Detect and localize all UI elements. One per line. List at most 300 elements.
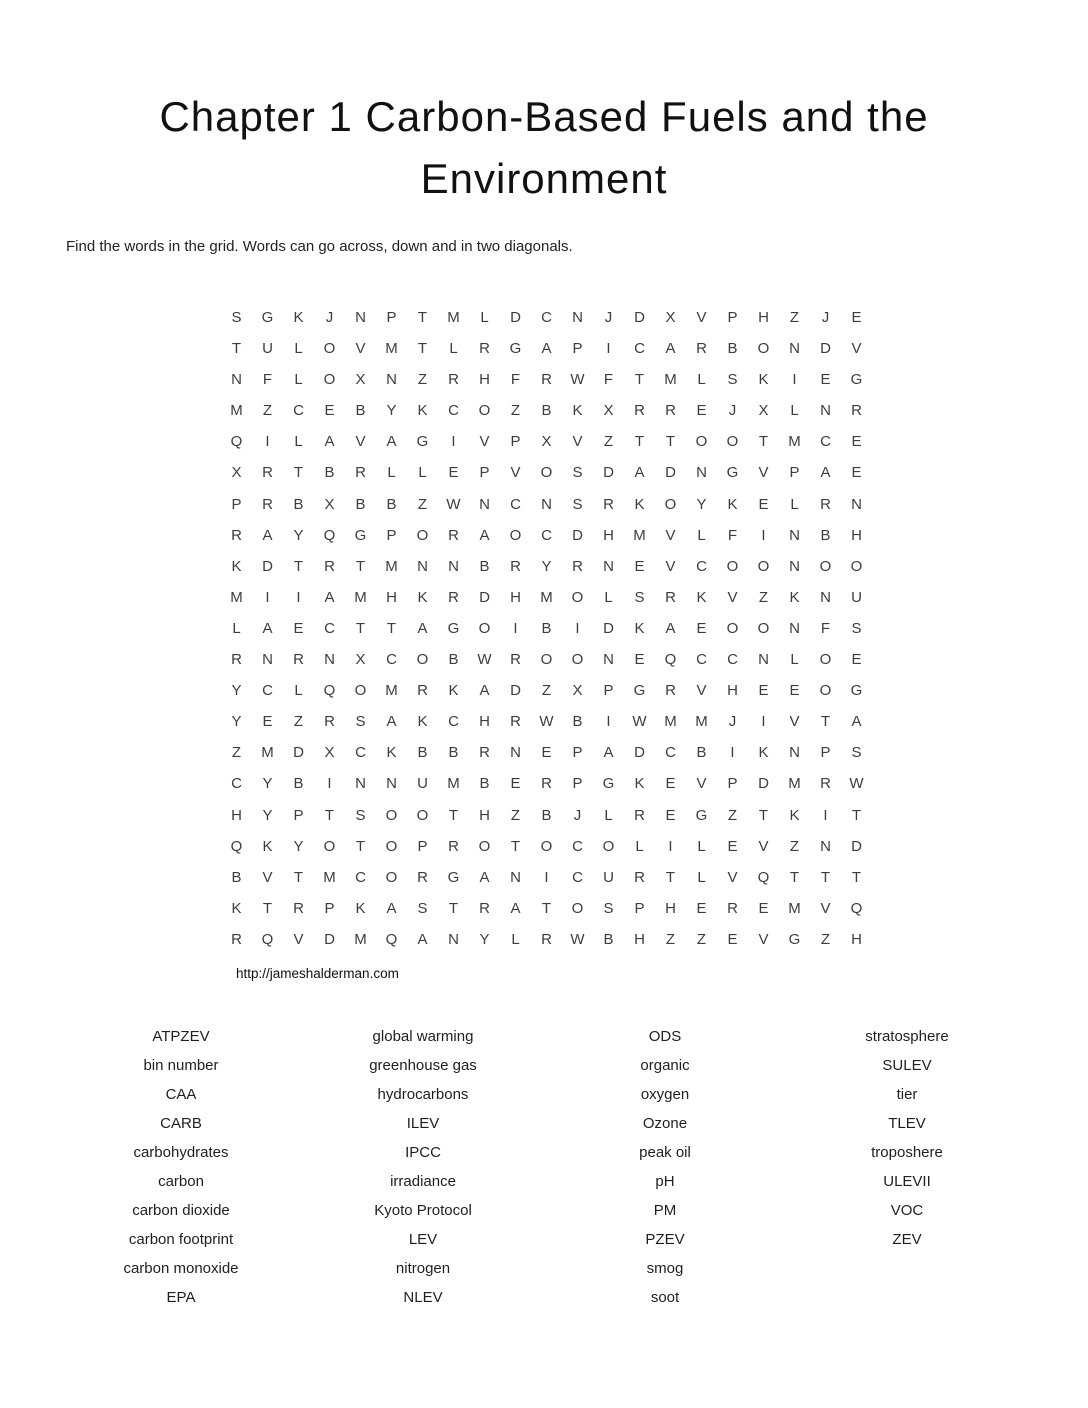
grid-letter: R <box>510 651 521 669</box>
grid-letter: A <box>851 713 862 731</box>
grid-letter: C <box>262 682 273 700</box>
grid-letter: T <box>293 557 304 575</box>
word-item: irradiance <box>390 1173 456 1190</box>
grid-letter: D <box>572 526 583 544</box>
grid-letter: S <box>603 899 614 917</box>
grid-letter: I <box>730 744 735 762</box>
grid-letter: R <box>231 930 242 948</box>
grid-letter: R <box>262 464 273 482</box>
grid-letter: U <box>262 340 273 358</box>
grid-letter: E <box>696 402 707 420</box>
grid-letter: P <box>510 433 521 451</box>
grid-letter: Z <box>262 402 273 420</box>
grid-row <box>221 457 872 488</box>
grid-letter: O <box>385 806 398 824</box>
grid-letter: M <box>447 309 460 326</box>
grid-row <box>221 862 872 893</box>
grid-letter: Z <box>789 837 800 855</box>
grid-letter: T <box>448 806 459 824</box>
grid-row <box>221 644 872 675</box>
grid-letter: W <box>849 775 864 793</box>
grid-row <box>221 520 872 551</box>
grid-letter: N <box>386 775 397 793</box>
grid-letter: Q <box>261 930 274 948</box>
grid-letter: L <box>790 651 799 669</box>
grid-letter: H <box>479 713 490 731</box>
grid-letter: M <box>385 340 398 358</box>
grid-letter: M <box>664 713 677 731</box>
grid-letter: N <box>324 651 335 669</box>
grid-letter: X <box>603 402 614 420</box>
grid-letter: D <box>634 744 645 762</box>
grid-row <box>221 489 872 520</box>
grid-letter: O <box>571 651 584 669</box>
page-title <box>0 86 1088 210</box>
grid-letter: O <box>323 371 336 389</box>
grid-letter: A <box>510 899 521 917</box>
word-item: VOC <box>890 1202 924 1219</box>
grid-letter: P <box>789 464 800 482</box>
grid-letter: E <box>851 433 862 451</box>
grid-letter: T <box>355 557 366 575</box>
word-item: ATPZEV <box>152 1028 210 1045</box>
grid-letter: V <box>727 868 738 886</box>
grid-letter: Y <box>262 806 273 824</box>
grid-letter: O <box>757 557 770 575</box>
grid-letter: S <box>355 713 366 731</box>
grid-letter: Z <box>727 806 738 824</box>
grid-letter: D <box>851 837 862 855</box>
grid-letter: P <box>231 495 242 513</box>
grid-letter: T <box>386 619 397 637</box>
grid-letter: C <box>572 868 583 886</box>
grid-letter: S <box>851 619 862 637</box>
grid-letter: Y <box>696 495 707 513</box>
word-item: CARB <box>160 1115 202 1132</box>
grid-row <box>221 768 872 799</box>
grid-letter: R <box>324 557 335 575</box>
grid-letter: R <box>572 557 583 575</box>
grid-letter: E <box>727 930 738 948</box>
grid-letter: B <box>479 557 490 575</box>
grid-letter: Q <box>323 526 336 544</box>
grid-letter: I <box>513 619 518 637</box>
grid-letter: E <box>696 899 707 917</box>
grid-letter: I <box>606 340 611 358</box>
grid-letter: E <box>448 464 459 482</box>
word-item: oxygen <box>640 1086 690 1103</box>
grid-letter: V <box>293 930 304 948</box>
grid-letter: N <box>231 371 242 389</box>
grid-letter: B <box>727 340 738 358</box>
grid-letter: M <box>633 526 646 544</box>
grid-letter: R <box>448 526 459 544</box>
grid-letter: P <box>386 309 397 326</box>
grid-row <box>221 737 872 768</box>
grid-letter: K <box>789 588 800 606</box>
grid-letter: G <box>850 371 863 389</box>
grid-letter: Q <box>230 837 243 855</box>
grid-letter: Z <box>820 930 831 948</box>
grid-letter: W <box>632 713 647 731</box>
grid-letter: L <box>604 806 613 824</box>
grid-letter: P <box>820 744 831 762</box>
grid-letter: Z <box>417 371 428 389</box>
grid-letter: V <box>572 433 583 451</box>
grid-letter: C <box>727 651 738 669</box>
word-item: ILEV <box>406 1115 440 1132</box>
grid-letter: P <box>386 526 397 544</box>
grid-letter: Z <box>510 806 521 824</box>
grid-letter: T <box>851 806 862 824</box>
grid-letter: M <box>354 930 367 948</box>
grid-letter: A <box>541 340 552 358</box>
grid-letter: T <box>324 806 335 824</box>
grid-letter: R <box>541 930 552 948</box>
grid-letter: T <box>510 837 521 855</box>
word-item: ZEV <box>892 1231 922 1248</box>
grid-letter: O <box>540 651 553 669</box>
grid-letter: I <box>265 588 270 606</box>
grid-letter: D <box>479 588 490 606</box>
grid-letter: I <box>792 371 797 389</box>
word-item: global warming <box>372 1028 474 1045</box>
grid-letter: Y <box>386 402 397 420</box>
grid-letter: L <box>697 837 706 855</box>
grid-letter: V <box>696 775 707 793</box>
grid-letter: G <box>447 868 460 886</box>
grid-letter: G <box>726 464 739 482</box>
grid-letter: S <box>572 495 583 513</box>
grid-letter: O <box>571 588 584 606</box>
grid-letter: I <box>761 526 766 544</box>
grid-letter: Y <box>293 837 304 855</box>
grid-letter: O <box>726 557 739 575</box>
grid-letter: K <box>231 557 242 575</box>
grid-letter: D <box>603 464 614 482</box>
grid-row <box>221 364 872 395</box>
grid-letter: E <box>789 682 800 700</box>
grid-row <box>221 613 872 644</box>
grid-letter: T <box>851 868 862 886</box>
grid-row <box>221 706 872 737</box>
grid-letter: K <box>386 744 397 762</box>
grid-letter: O <box>571 899 584 917</box>
grid-letter: M <box>230 588 243 606</box>
grid-letter: R <box>417 868 428 886</box>
grid-letter: Z <box>665 930 676 948</box>
grid-letter: O <box>695 433 708 451</box>
word-item: bin number <box>143 1057 219 1074</box>
grid-letter: A <box>603 744 614 762</box>
grid-letter: J <box>821 309 830 326</box>
grid-letter: M <box>664 371 677 389</box>
grid-letter: Z <box>789 309 800 326</box>
grid-letter: Z <box>231 744 242 762</box>
grid-letter: Z <box>293 713 304 731</box>
grid-letter: O <box>323 340 336 358</box>
word-item: ODS <box>648 1028 682 1045</box>
grid-letter: V <box>758 930 769 948</box>
page-title-line-1: Chapter 1 Carbon-Based Fuels and the <box>159 93 929 140</box>
grid-letter: O <box>726 619 739 637</box>
grid-letter: M <box>230 402 243 420</box>
grid-letter: L <box>635 837 644 855</box>
grid-letter: Y <box>231 713 242 731</box>
grid-letter: Z <box>510 402 521 420</box>
grid-letter: O <box>354 682 367 700</box>
grid-letter: R <box>634 806 645 824</box>
grid-letter: L <box>387 464 396 482</box>
grid-letter: D <box>634 309 645 326</box>
grid-letter: L <box>449 340 458 358</box>
word-item: troposhere <box>871 1144 943 1161</box>
grid-letter: C <box>448 402 459 420</box>
grid-letter: S <box>727 371 738 389</box>
grid-letter: R <box>510 713 521 731</box>
grid-letter: C <box>696 651 707 669</box>
grid-letter: Y <box>262 775 273 793</box>
grid-letter: D <box>262 557 273 575</box>
grid-letter: A <box>262 526 273 544</box>
grid-letter: O <box>726 433 739 451</box>
grid-letter: L <box>294 340 303 358</box>
grid-letter: T <box>262 899 273 917</box>
grid-letter: B <box>448 651 459 669</box>
grid-letter: V <box>665 526 676 544</box>
grid-letter: B <box>355 402 366 420</box>
grid-letter: L <box>604 588 613 606</box>
grid-letter: E <box>665 806 676 824</box>
grid-letter: H <box>479 371 490 389</box>
grid-letter: H <box>727 682 738 700</box>
grid-letter: P <box>572 775 583 793</box>
grid-letter: V <box>355 433 366 451</box>
grid-letter: T <box>758 806 769 824</box>
grid-letter: R <box>417 682 428 700</box>
grid-letter: U <box>603 868 614 886</box>
grid-letter: V <box>820 899 831 917</box>
grid-letter: N <box>789 744 800 762</box>
grid-letter: N <box>355 309 366 326</box>
word-item: stratosphere <box>865 1028 949 1045</box>
grid-letter: K <box>634 619 645 637</box>
grid-letter: A <box>665 340 676 358</box>
word-list-column <box>60 1022 302 1312</box>
grid-letter: I <box>575 619 580 637</box>
grid-letter: T <box>417 340 428 358</box>
grid-letter: R <box>231 526 242 544</box>
grid-letter: R <box>448 837 459 855</box>
grid-letter: A <box>417 619 428 637</box>
word-item: LEV <box>408 1231 438 1248</box>
grid-letter: S <box>417 899 428 917</box>
grid-letter: E <box>758 899 769 917</box>
grid-letter: C <box>634 340 645 358</box>
grid-letter: C <box>355 868 366 886</box>
grid-letter: N <box>448 930 459 948</box>
grid-letter: H <box>851 526 862 544</box>
grid-letter: C <box>541 526 552 544</box>
grid-letter: S <box>231 309 242 326</box>
grid-letter: V <box>696 309 707 326</box>
grid-letter: F <box>262 371 273 389</box>
grid-letter: G <box>695 806 708 824</box>
grid-letter: C <box>324 619 335 637</box>
grid-letter: R <box>541 775 552 793</box>
grid-letter: J <box>325 309 334 326</box>
grid-letter: Y <box>231 682 242 700</box>
grid-letter: E <box>634 651 645 669</box>
word-list <box>60 1022 1028 1312</box>
grid-row <box>221 551 872 582</box>
grid-letter: K <box>355 899 366 917</box>
grid-letter: M <box>323 868 336 886</box>
grid-letter: O <box>416 526 429 544</box>
grid-letter: W <box>477 651 492 669</box>
grid-letter: V <box>727 588 738 606</box>
grid-letter: P <box>479 464 490 482</box>
grid-letter: B <box>541 619 552 637</box>
grid-letter: L <box>697 868 706 886</box>
grid-letter: D <box>510 309 521 326</box>
grid-letter: B <box>603 930 614 948</box>
grid-letter: L <box>294 433 303 451</box>
grid-letter: W <box>570 371 585 389</box>
grid-letter: S <box>355 806 366 824</box>
grid-letter: T <box>665 868 676 886</box>
grid-letter: J <box>728 713 737 731</box>
word-item: carbon <box>158 1173 204 1190</box>
grid-letter: O <box>664 495 677 513</box>
grid-letter: O <box>416 651 429 669</box>
grid-letter: E <box>541 744 552 762</box>
grid-letter: T <box>665 433 676 451</box>
grid-letter: A <box>386 713 397 731</box>
grid-letter: O <box>385 837 398 855</box>
grid-letter: K <box>231 899 242 917</box>
grid-letter: G <box>850 682 863 700</box>
grid-letter: L <box>418 464 427 482</box>
grid-letter: M <box>788 433 801 451</box>
grid-letter: K <box>262 837 273 855</box>
grid-letter: V <box>355 340 366 358</box>
grid-letter: A <box>262 619 273 637</box>
word-item: PM <box>653 1202 677 1219</box>
grid-letter: O <box>757 619 770 637</box>
word-list-column <box>302 1022 544 1312</box>
grid-letter: Q <box>850 899 863 917</box>
grid-letter: V <box>851 340 862 358</box>
grid-letter: M <box>695 713 708 731</box>
word-item: smog <box>646 1260 684 1277</box>
grid-letter: C <box>665 744 676 762</box>
grid-letter: C <box>355 744 366 762</box>
grid-letter: B <box>231 868 242 886</box>
grid-letter: R <box>603 495 614 513</box>
grid-letter: T <box>789 868 800 886</box>
grid-letter: R <box>479 744 490 762</box>
grid-letter: P <box>572 744 583 762</box>
grid-letter: X <box>665 309 676 326</box>
grid-letter: Z <box>603 433 614 451</box>
grid-letter: N <box>355 775 366 793</box>
grid-letter: L <box>480 309 489 326</box>
grid-letter: V <box>262 868 273 886</box>
grid-letter: Z <box>417 495 428 513</box>
grid-letter: V <box>665 557 676 575</box>
grid-letter: C <box>696 557 707 575</box>
grid-letter: N <box>386 371 397 389</box>
grid-letter: R <box>634 868 645 886</box>
grid-letter: F <box>510 371 521 389</box>
grid-row <box>221 893 872 924</box>
grid-letter: O <box>509 526 522 544</box>
grid-letter: H <box>665 899 676 917</box>
grid-letter: T <box>820 713 831 731</box>
grid-row <box>221 800 872 831</box>
grid-letter: V <box>696 682 707 700</box>
grid-letter: L <box>294 682 303 700</box>
grid-letter: G <box>447 619 460 637</box>
grid-letter: E <box>293 619 304 637</box>
grid-letter: D <box>820 340 831 358</box>
grid-letter: V <box>789 713 800 731</box>
grid-letter: B <box>293 495 304 513</box>
grid-letter: X <box>541 433 552 451</box>
grid-letter: N <box>572 309 583 326</box>
grid-letter: K <box>417 588 428 606</box>
grid-letter: M <box>385 557 398 575</box>
grid-letter: H <box>231 806 242 824</box>
grid-letter: A <box>324 433 335 451</box>
grid-letter: S <box>572 464 583 482</box>
grid-letter: B <box>417 744 428 762</box>
grid-letter: I <box>265 433 270 451</box>
grid-letter: E <box>262 713 273 731</box>
grid-letter: R <box>820 495 831 513</box>
word-item: tier <box>896 1086 918 1103</box>
grid-letter: D <box>603 619 614 637</box>
grid-letter: I <box>296 588 301 606</box>
grid-letter: N <box>789 557 800 575</box>
grid-row <box>221 675 872 706</box>
grid-letter: X <box>355 371 366 389</box>
grid-letter: N <box>603 651 614 669</box>
grid-letter: H <box>479 806 490 824</box>
grid-letter: C <box>231 775 242 793</box>
grid-letter: T <box>231 340 242 358</box>
grid-letter: J <box>604 309 613 326</box>
grid-letter: J <box>573 806 582 824</box>
grid-letter: I <box>761 713 766 731</box>
word-item: carbon footprint <box>128 1231 234 1248</box>
grid-letter: B <box>479 775 490 793</box>
grid-letter: G <box>602 775 615 793</box>
grid-row <box>221 831 872 862</box>
grid-letter: B <box>448 744 459 762</box>
grid-letter: R <box>448 588 459 606</box>
grid-letter: V <box>758 837 769 855</box>
grid-letter: N <box>262 651 273 669</box>
grid-letter: I <box>606 713 611 731</box>
grid-letter: B <box>572 713 583 731</box>
grid-row <box>221 924 872 955</box>
grid-letter: R <box>479 340 490 358</box>
grid-letter: H <box>851 930 862 948</box>
grid-letter: O <box>478 619 491 637</box>
grid-letter: R <box>231 651 242 669</box>
